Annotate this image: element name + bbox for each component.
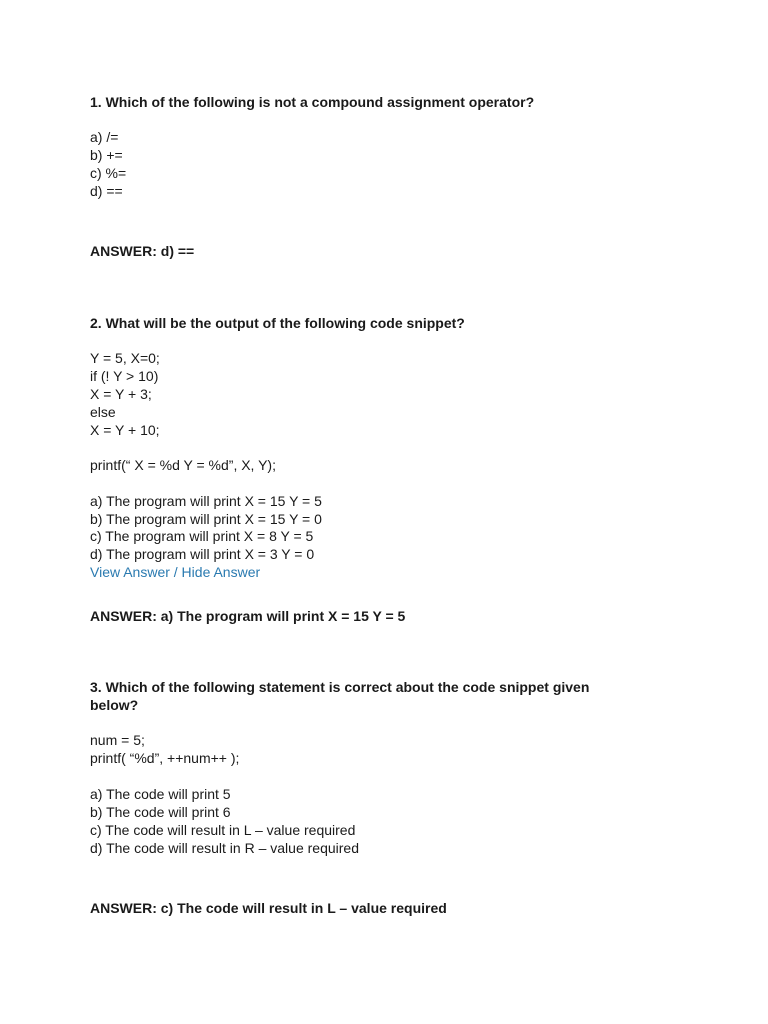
q1-option-a: a) /= — [90, 129, 119, 145]
q2-code-line: else — [90, 404, 116, 420]
q3-answer: ANSWER: c) The code will result in L – value required — [90, 900, 447, 916]
question-2: 2. What will be the output of the following code snippet? — [90, 315, 465, 331]
q1-option-b: b) += — [90, 147, 123, 163]
q1-option-d: d) == — [90, 183, 123, 199]
q3-option-a: a) The code will print 5 — [90, 786, 231, 802]
q3-option-c: c) The code will result in L – value required — [90, 822, 356, 838]
q2-option-d: d) The program will print X = 3 Y = 0 — [90, 546, 315, 562]
q2-option-b: b) The program will print X = 15 Y = 0 — [90, 511, 322, 527]
q3-code-line: num = 5; — [90, 732, 145, 748]
q1-option-c: c) %= — [90, 165, 127, 181]
question-3-continued: below? — [90, 697, 139, 713]
q2-code-line: Y = 5, X=0; — [90, 350, 160, 366]
question-3: 3. Which of the following statement is correct about the code snippet given — [90, 679, 590, 695]
q3-code-line: printf( “%d”, ++num++ ); — [90, 750, 240, 766]
q2-option-a: a) The program will print X = 15 Y = 5 — [90, 493, 322, 509]
q2-code-line: printf(“ X = %d Y = %d”, X, Y); — [90, 457, 276, 473]
view-answer-link[interactable]: View Answer / Hide Answer — [90, 564, 261, 580]
q1-answer: ANSWER: d) == — [90, 243, 195, 259]
q3-option-b: b) The code will print 6 — [90, 804, 231, 820]
q2-answer: ANSWER: a) The program will print X = 15 Y = 5 — [90, 608, 406, 624]
q2-code-line: X = Y + 10; — [90, 422, 160, 438]
q2-code-line: if (! Y > 10) — [90, 368, 159, 384]
q3-option-d: d) The code will result in R – value required — [90, 840, 359, 856]
q2-code-line: X = Y + 3; — [90, 386, 152, 402]
question-1: 1. Which of the following is not a compound assignment operator? — [90, 94, 535, 110]
q2-option-c: c) The program will print X = 8 Y = 5 — [90, 528, 314, 544]
